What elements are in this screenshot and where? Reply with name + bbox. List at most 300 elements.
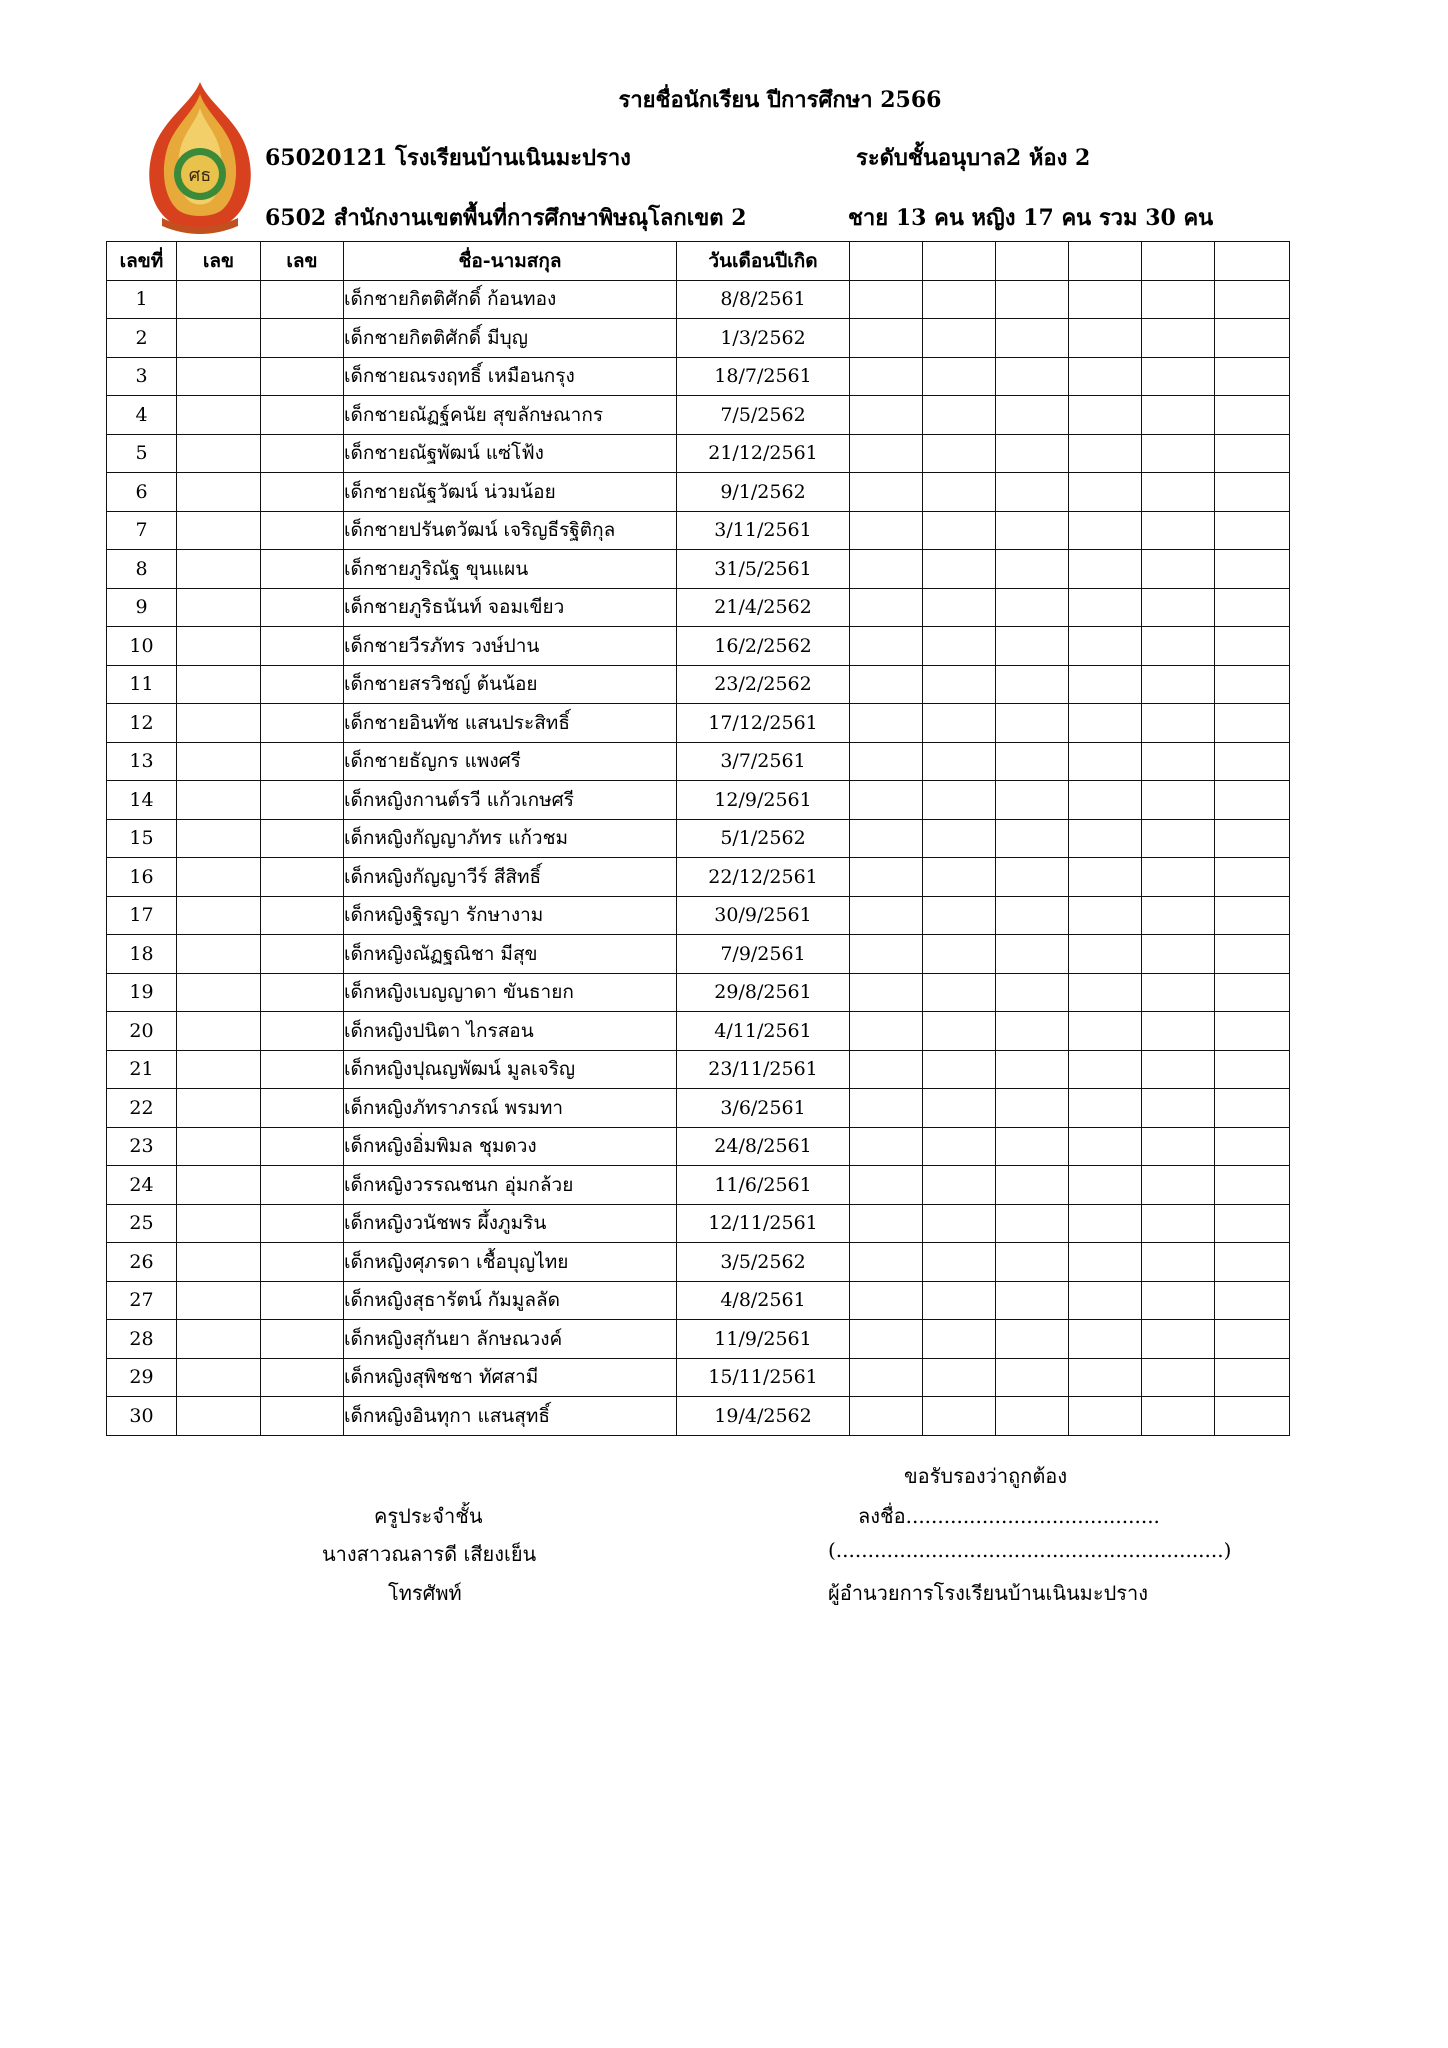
row-blank-cell bbox=[1142, 973, 1215, 1012]
row-id-2-cell bbox=[261, 550, 344, 589]
row-id-1-cell bbox=[177, 742, 261, 781]
row-id-1-cell bbox=[177, 550, 261, 589]
row-number: 4 bbox=[107, 396, 177, 435]
row-student-name: เด็กชายวีรภัทร วงษ์ปาน bbox=[344, 627, 677, 666]
row-student-name: เด็กชายณัฐพัฒน์ แซ่โฟ้ง bbox=[344, 434, 677, 473]
row-birthdate: 16/2/2562 bbox=[677, 627, 850, 666]
class-level-line: ระดับชั้นอนุบาล2 ห้อง 2 bbox=[856, 145, 1091, 171]
row-student-name: เด็กหญิงปุณญพัฒน์ มูลเจริญ bbox=[344, 1050, 677, 1089]
row-blank-cell bbox=[850, 704, 923, 743]
row-blank-cell bbox=[996, 1358, 1069, 1397]
row-birthdate: 7/5/2562 bbox=[677, 396, 850, 435]
row-id-2-cell bbox=[261, 1281, 344, 1320]
row-blank-cell bbox=[1069, 896, 1142, 935]
row-blank-cell bbox=[923, 588, 996, 627]
row-blank-cell bbox=[1069, 511, 1142, 550]
table-row bbox=[107, 1012, 1290, 1051]
row-number: 12 bbox=[107, 704, 177, 743]
row-id-1-cell bbox=[177, 627, 261, 666]
row-birthdate: 15/11/2561 bbox=[677, 1358, 850, 1397]
row-blank-cell bbox=[923, 858, 996, 897]
table-row bbox=[107, 1050, 1290, 1089]
row-id-1-cell bbox=[177, 396, 261, 435]
row-birthdate: 4/8/2561 bbox=[677, 1281, 850, 1320]
table-row bbox=[107, 896, 1290, 935]
row-blank-cell bbox=[1215, 1320, 1290, 1359]
row-blank-cell bbox=[1069, 1320, 1142, 1359]
row-blank-cell bbox=[1142, 627, 1215, 666]
table-row bbox=[107, 396, 1290, 435]
row-blank-cell bbox=[850, 1397, 923, 1436]
table-row bbox=[107, 1127, 1290, 1166]
row-blank-cell bbox=[923, 396, 996, 435]
row-blank-cell bbox=[996, 511, 1069, 550]
row-blank-cell bbox=[1215, 742, 1290, 781]
row-student-name: เด็กหญิงกัญญาวีร์ สีสิทธิ์ bbox=[344, 858, 677, 897]
row-number: 3 bbox=[107, 357, 177, 396]
svg-text:ศธ: ศธ bbox=[188, 165, 212, 186]
row-blank-cell bbox=[996, 1050, 1069, 1089]
row-blank-cell bbox=[1142, 896, 1215, 935]
row-student-name: เด็กหญิงภัทราภรณ์ พรมทา bbox=[344, 1089, 677, 1128]
row-id-2-cell bbox=[261, 1089, 344, 1128]
row-id-2-cell bbox=[261, 781, 344, 820]
header-blank bbox=[1215, 242, 1290, 281]
row-id-1-cell bbox=[177, 511, 261, 550]
row-id-1-cell bbox=[177, 704, 261, 743]
homeroom-teacher-label: ครูประจำชั้น bbox=[374, 1504, 483, 1528]
row-blank-cell bbox=[1142, 511, 1215, 550]
row-birthdate: 23/11/2561 bbox=[677, 1050, 850, 1089]
row-student-name: เด็กหญิงสุพิชชา ทัศสามี bbox=[344, 1358, 677, 1397]
row-blank-cell bbox=[996, 396, 1069, 435]
row-blank-cell bbox=[1069, 858, 1142, 897]
row-blank-cell bbox=[1215, 627, 1290, 666]
row-birthdate: 12/11/2561 bbox=[677, 1204, 850, 1243]
row-id-2-cell bbox=[261, 357, 344, 396]
row-student-name: เด็กชายณัฐวัฒน์ น่วมน้อย bbox=[344, 473, 677, 512]
row-number: 24 bbox=[107, 1166, 177, 1205]
row-id-2-cell bbox=[261, 1320, 344, 1359]
row-blank-cell bbox=[1142, 819, 1215, 858]
row-blank-cell bbox=[1215, 588, 1290, 627]
row-id-1-cell bbox=[177, 665, 261, 704]
row-blank-cell bbox=[850, 896, 923, 935]
row-number: 29 bbox=[107, 1358, 177, 1397]
row-blank-cell bbox=[1215, 1397, 1290, 1436]
row-student-name: เด็กชายณรงฤทธิ์ เหมือนกรุง bbox=[344, 357, 677, 396]
row-blank-cell bbox=[1142, 1397, 1215, 1436]
table-row bbox=[107, 1089, 1290, 1128]
row-blank-cell bbox=[1069, 1204, 1142, 1243]
row-blank-cell bbox=[996, 1320, 1069, 1359]
row-student-name: เด็กหญิงฐิรญา รักษางาม bbox=[344, 896, 677, 935]
row-blank-cell bbox=[850, 1012, 923, 1051]
row-number: 8 bbox=[107, 550, 177, 589]
row-blank-cell bbox=[996, 550, 1069, 589]
row-id-1-cell bbox=[177, 1012, 261, 1051]
row-id-2-cell bbox=[261, 935, 344, 974]
row-blank-cell bbox=[1142, 1281, 1215, 1320]
row-blank-cell bbox=[923, 1166, 996, 1205]
row-blank-cell bbox=[850, 319, 923, 358]
row-blank-cell bbox=[850, 434, 923, 473]
row-blank-cell bbox=[1069, 627, 1142, 666]
row-blank-cell bbox=[996, 665, 1069, 704]
row-blank-cell bbox=[850, 588, 923, 627]
row-blank-cell bbox=[1215, 935, 1290, 974]
table-row bbox=[107, 473, 1290, 512]
row-blank-cell bbox=[923, 665, 996, 704]
header-blank bbox=[850, 242, 923, 281]
row-id-2-cell bbox=[261, 1012, 344, 1051]
education-office-line: 6502 สำนักงานเขตพื้นที่การศึกษาพิษณุโลกเขต 2 bbox=[265, 205, 747, 231]
row-blank-cell bbox=[996, 1243, 1069, 1282]
row-student-name: เด็กหญิงณัฏฐณิชา มีสุข bbox=[344, 935, 677, 974]
row-blank-cell bbox=[996, 588, 1069, 627]
row-blank-cell bbox=[850, 1320, 923, 1359]
row-number: 28 bbox=[107, 1320, 177, 1359]
row-blank-cell bbox=[923, 1050, 996, 1089]
row-student-name: เด็กหญิงกานต์รวี แก้วเกษศรี bbox=[344, 781, 677, 820]
row-birthdate: 3/5/2562 bbox=[677, 1243, 850, 1282]
row-blank-cell bbox=[1142, 1166, 1215, 1205]
row-id-2-cell bbox=[261, 627, 344, 666]
row-blank-cell bbox=[1069, 1127, 1142, 1166]
row-id-2-cell bbox=[261, 473, 344, 512]
row-student-name: เด็กชายกิตติศักดิ์ มีบุญ bbox=[344, 319, 677, 358]
row-birthdate: 31/5/2561 bbox=[677, 550, 850, 589]
row-blank-cell bbox=[850, 1127, 923, 1166]
row-blank-cell bbox=[923, 935, 996, 974]
row-blank-cell bbox=[1215, 357, 1290, 396]
row-blank-cell bbox=[850, 396, 923, 435]
row-blank-cell bbox=[996, 627, 1069, 666]
row-number: 26 bbox=[107, 1243, 177, 1282]
row-blank-cell bbox=[850, 1204, 923, 1243]
row-id-1-cell bbox=[177, 588, 261, 627]
table-row bbox=[107, 704, 1290, 743]
student-counts-line: ชาย 13 คน หญิง 17 คน รวม 30 คน bbox=[848, 205, 1214, 231]
row-blank-cell bbox=[923, 550, 996, 589]
row-blank-cell bbox=[1215, 511, 1290, 550]
row-birthdate: 22/12/2561 bbox=[677, 858, 850, 897]
school-line: 65020121 โรงเรียนบ้านเนินมะปราง bbox=[265, 145, 631, 171]
row-id-2-cell bbox=[261, 588, 344, 627]
row-blank-cell bbox=[1215, 896, 1290, 935]
row-blank-cell bbox=[923, 1089, 996, 1128]
row-number: 19 bbox=[107, 973, 177, 1012]
row-blank-cell bbox=[1215, 1089, 1290, 1128]
row-id-1-cell bbox=[177, 896, 261, 935]
row-id-2-cell bbox=[261, 742, 344, 781]
row-student-name: เด็กหญิงเบญญาดา ขันธายก bbox=[344, 973, 677, 1012]
obec-emblem-logo bbox=[138, 78, 262, 236]
table-row bbox=[107, 781, 1290, 820]
row-blank-cell bbox=[850, 627, 923, 666]
header-number: เลขที่ bbox=[107, 242, 177, 281]
row-blank-cell bbox=[923, 781, 996, 820]
row-blank-cell bbox=[923, 1204, 996, 1243]
row-id-1-cell bbox=[177, 357, 261, 396]
row-blank-cell bbox=[923, 1358, 996, 1397]
row-blank-cell bbox=[923, 1127, 996, 1166]
table-row bbox=[107, 665, 1290, 704]
row-blank-cell bbox=[1215, 781, 1290, 820]
row-number: 17 bbox=[107, 896, 177, 935]
row-blank-cell bbox=[1215, 319, 1290, 358]
row-blank-cell bbox=[996, 973, 1069, 1012]
row-id-1-cell bbox=[177, 473, 261, 512]
row-student-name: เด็กชายภูริณัฐ ขุนแผน bbox=[344, 550, 677, 589]
certify-text: ขอรับรองว่าถูกต้อง bbox=[904, 1464, 1068, 1488]
row-id-1-cell bbox=[177, 935, 261, 974]
row-blank-cell bbox=[1142, 1204, 1215, 1243]
row-blank-cell bbox=[1069, 1281, 1142, 1320]
table-row bbox=[107, 935, 1290, 974]
row-blank-cell bbox=[1215, 858, 1290, 897]
header-blank bbox=[996, 242, 1069, 281]
row-blank-cell bbox=[1142, 1358, 1215, 1397]
row-student-name: เด็กหญิงวนัชพร ผึ้งภูมริน bbox=[344, 1204, 677, 1243]
row-number: 13 bbox=[107, 742, 177, 781]
row-student-name: เด็กชายอินทัช แสนประสิทธิ์ bbox=[344, 704, 677, 743]
row-blank-cell bbox=[1142, 473, 1215, 512]
table-row bbox=[107, 1320, 1290, 1359]
row-blank-cell bbox=[1069, 588, 1142, 627]
row-blank-cell bbox=[1069, 396, 1142, 435]
row-student-name: เด็กหญิงปนิตา ไกรสอน bbox=[344, 1012, 677, 1051]
row-blank-cell bbox=[923, 511, 996, 550]
row-blank-cell bbox=[923, 280, 996, 319]
row-birthdate: 21/4/2562 bbox=[677, 588, 850, 627]
row-blank-cell bbox=[1069, 473, 1142, 512]
row-id-1-cell bbox=[177, 1089, 261, 1128]
row-blank-cell bbox=[1069, 781, 1142, 820]
row-id-2-cell bbox=[261, 1166, 344, 1205]
row-blank-cell bbox=[1142, 550, 1215, 589]
row-birthdate: 3/7/2561 bbox=[677, 742, 850, 781]
row-blank-cell bbox=[1215, 1050, 1290, 1089]
row-id-1-cell bbox=[177, 1397, 261, 1436]
row-id-2-cell bbox=[261, 973, 344, 1012]
row-birthdate: 8/8/2561 bbox=[677, 280, 850, 319]
student-roster-table bbox=[106, 241, 1290, 1436]
row-blank-cell bbox=[850, 280, 923, 319]
table-row bbox=[107, 1243, 1290, 1282]
row-blank-cell bbox=[923, 1397, 996, 1436]
row-id-1-cell bbox=[177, 1050, 261, 1089]
header-blank bbox=[1069, 242, 1142, 281]
row-number: 9 bbox=[107, 588, 177, 627]
row-student-name: เด็กชายธัญกร แพงศรี bbox=[344, 742, 677, 781]
row-id-1-cell bbox=[177, 319, 261, 358]
row-blank-cell bbox=[923, 742, 996, 781]
row-student-name: เด็กหญิงศุภรดา เชื้อบุญไทย bbox=[344, 1243, 677, 1282]
row-number: 6 bbox=[107, 473, 177, 512]
row-blank-cell bbox=[1069, 1166, 1142, 1205]
table-row bbox=[107, 1166, 1290, 1205]
row-blank-cell bbox=[1069, 742, 1142, 781]
row-blank-cell bbox=[1215, 1243, 1290, 1282]
row-blank-cell bbox=[1142, 319, 1215, 358]
table-row bbox=[107, 627, 1290, 666]
row-blank-cell bbox=[1142, 1089, 1215, 1128]
row-blank-cell bbox=[923, 319, 996, 358]
row-blank-cell bbox=[1142, 1320, 1215, 1359]
row-blank-cell bbox=[996, 781, 1069, 820]
row-blank-cell bbox=[1069, 973, 1142, 1012]
row-blank-cell bbox=[850, 1166, 923, 1205]
row-blank-cell bbox=[1215, 396, 1290, 435]
row-id-2-cell bbox=[261, 319, 344, 358]
row-blank-cell bbox=[1215, 1281, 1290, 1320]
row-blank-cell bbox=[1142, 1012, 1215, 1051]
table-row bbox=[107, 588, 1290, 627]
row-blank-cell bbox=[1069, 1358, 1142, 1397]
row-number: 14 bbox=[107, 781, 177, 820]
row-blank-cell bbox=[1215, 1127, 1290, 1166]
row-id-1-cell bbox=[177, 1281, 261, 1320]
table-row bbox=[107, 550, 1290, 589]
row-number: 18 bbox=[107, 935, 177, 974]
row-id-2-cell bbox=[261, 434, 344, 473]
row-birthdate: 23/2/2562 bbox=[677, 665, 850, 704]
row-id-1-cell bbox=[177, 781, 261, 820]
row-blank-cell bbox=[923, 819, 996, 858]
row-birthdate: 3/6/2561 bbox=[677, 1089, 850, 1128]
table-row bbox=[107, 357, 1290, 396]
row-blank-cell bbox=[1069, 819, 1142, 858]
row-blank-cell bbox=[1142, 588, 1215, 627]
row-id-2-cell bbox=[261, 1204, 344, 1243]
row-blank-cell bbox=[850, 1089, 923, 1128]
director-title: ผู้อำนวยการโรงเรียนบ้านเนินมะปราง bbox=[828, 1581, 1149, 1605]
header-id-1: เลข bbox=[177, 242, 261, 281]
row-blank-cell bbox=[1142, 935, 1215, 974]
row-blank-cell bbox=[1215, 1204, 1290, 1243]
header-blank bbox=[1142, 242, 1215, 281]
row-blank-cell bbox=[923, 473, 996, 512]
row-blank-cell bbox=[1142, 434, 1215, 473]
row-id-1-cell bbox=[177, 434, 261, 473]
row-number: 10 bbox=[107, 627, 177, 666]
row-blank-cell bbox=[1069, 319, 1142, 358]
row-birthdate: 3/11/2561 bbox=[677, 511, 850, 550]
row-blank-cell bbox=[996, 473, 1069, 512]
row-blank-cell bbox=[923, 627, 996, 666]
row-number: 5 bbox=[107, 434, 177, 473]
row-blank-cell bbox=[1142, 665, 1215, 704]
row-blank-cell bbox=[1215, 434, 1290, 473]
row-number: 2 bbox=[107, 319, 177, 358]
header-id-2: เลข bbox=[261, 242, 344, 281]
row-blank-cell bbox=[1069, 1397, 1142, 1436]
row-blank-cell bbox=[1069, 1243, 1142, 1282]
row-blank-cell bbox=[1142, 704, 1215, 743]
row-blank-cell bbox=[923, 973, 996, 1012]
row-blank-cell bbox=[850, 858, 923, 897]
phone-label: โทรศัพท์ bbox=[388, 1581, 462, 1605]
row-blank-cell bbox=[996, 935, 1069, 974]
row-blank-cell bbox=[1069, 665, 1142, 704]
row-blank-cell bbox=[923, 896, 996, 935]
row-number: 25 bbox=[107, 1204, 177, 1243]
row-blank-cell bbox=[1142, 280, 1215, 319]
row-birthdate: 30/9/2561 bbox=[677, 896, 850, 935]
document-title: รายชื่อนักเรียน ปีการศึกษา 2566 bbox=[618, 87, 942, 113]
row-blank-cell bbox=[923, 357, 996, 396]
row-number: 27 bbox=[107, 1281, 177, 1320]
row-blank-cell bbox=[850, 1050, 923, 1089]
row-number: 7 bbox=[107, 511, 177, 550]
row-blank-cell bbox=[1142, 858, 1215, 897]
row-number: 21 bbox=[107, 1050, 177, 1089]
header-birthdate: วันเดือนปีเกิด bbox=[677, 242, 850, 281]
row-student-name: เด็กหญิงอินทุกา แสนสุทธิ์ bbox=[344, 1397, 677, 1436]
row-student-name: เด็กชายสรวิชญ์ ต้นน้อย bbox=[344, 665, 677, 704]
row-number: 15 bbox=[107, 819, 177, 858]
table-row bbox=[107, 1281, 1290, 1320]
header-name: ชื่อ-นามสกุล bbox=[344, 242, 677, 281]
row-blank-cell bbox=[1142, 742, 1215, 781]
table-row bbox=[107, 319, 1290, 358]
row-id-1-cell bbox=[177, 280, 261, 319]
row-id-2-cell bbox=[261, 896, 344, 935]
row-blank-cell bbox=[1069, 1050, 1142, 1089]
row-id-2-cell bbox=[261, 858, 344, 897]
row-number: 30 bbox=[107, 1397, 177, 1436]
row-blank-cell bbox=[1142, 396, 1215, 435]
row-blank-cell bbox=[1069, 280, 1142, 319]
row-id-1-cell bbox=[177, 1127, 261, 1166]
table-row bbox=[107, 1204, 1290, 1243]
row-blank-cell bbox=[1069, 550, 1142, 589]
table-row bbox=[107, 742, 1290, 781]
row-id-1-cell bbox=[177, 858, 261, 897]
row-blank-cell bbox=[996, 434, 1069, 473]
row-blank-cell bbox=[1142, 781, 1215, 820]
row-id-2-cell bbox=[261, 511, 344, 550]
row-blank-cell bbox=[1215, 1012, 1290, 1051]
row-student-name: เด็กหญิงสุธารัตน์ กัมมูลลัด bbox=[344, 1281, 677, 1320]
row-birthdate: 19/4/2562 bbox=[677, 1397, 850, 1436]
row-id-1-cell bbox=[177, 1204, 261, 1243]
row-birthdate: 11/9/2561 bbox=[677, 1320, 850, 1359]
table-row bbox=[107, 973, 1290, 1012]
row-blank-cell bbox=[996, 1089, 1069, 1128]
table-row bbox=[107, 819, 1290, 858]
row-student-name: เด็กชายณัฏฐ์คนัย สุขลักษณากร bbox=[344, 396, 677, 435]
table-header-row bbox=[107, 242, 1290, 281]
row-birthdate: 5/1/2562 bbox=[677, 819, 850, 858]
row-blank-cell bbox=[996, 1166, 1069, 1205]
row-blank-cell bbox=[1215, 665, 1290, 704]
row-number: 11 bbox=[107, 665, 177, 704]
row-blank-cell bbox=[996, 1012, 1069, 1051]
row-blank-cell bbox=[996, 742, 1069, 781]
row-id-2-cell bbox=[261, 1397, 344, 1436]
table-row bbox=[107, 511, 1290, 550]
row-birthdate: 29/8/2561 bbox=[677, 973, 850, 1012]
row-blank-cell bbox=[1215, 473, 1290, 512]
row-id-1-cell bbox=[177, 1166, 261, 1205]
row-blank-cell bbox=[1069, 935, 1142, 974]
row-blank-cell bbox=[1215, 819, 1290, 858]
row-blank-cell bbox=[1215, 1166, 1290, 1205]
row-birthdate: 7/9/2561 bbox=[677, 935, 850, 974]
row-blank-cell bbox=[996, 896, 1069, 935]
